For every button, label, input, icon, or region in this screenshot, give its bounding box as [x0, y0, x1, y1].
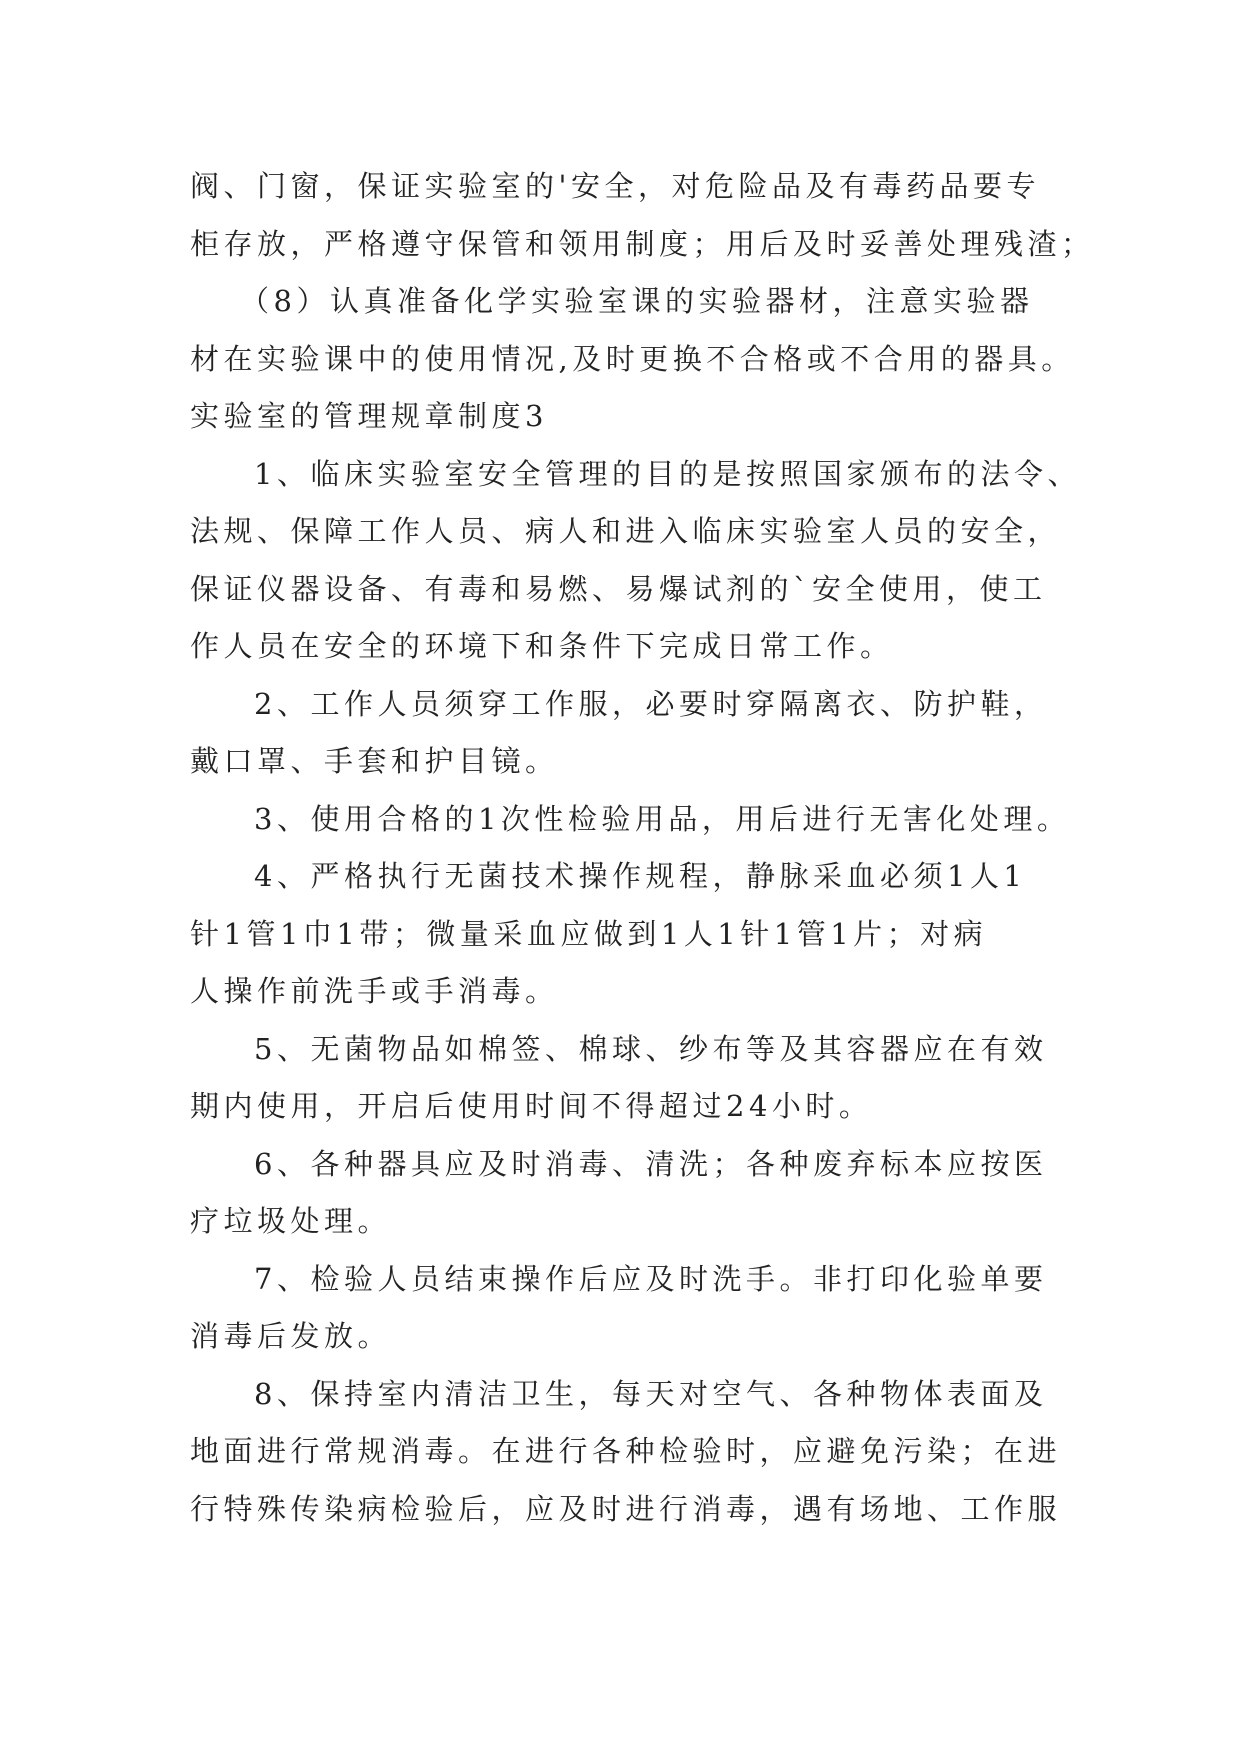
text-line: 柜存放，严格遵守保管和领用制度；用后及时妥善处理残渣； [190, 226, 1095, 261]
text-line: 3、使用合格的1次性检验用品，用后进行无害化处理。 [254, 801, 1071, 836]
text-line: 消毒后发放。 [190, 1319, 392, 1353]
text-line: 8、保持室内清洁卫生，每天对空气、各种物体表面及 [254, 1376, 1048, 1411]
text-line: 法规、保障工作人员、病人和进入临床实验室人员的安全， [190, 514, 1062, 548]
text-line: 6、各种器具应及时消毒、清洗；各种废弃标本应按医 [254, 1146, 1048, 1181]
text-line: 材在实验课中的使用情况,及时更换不合格或不合用的器具。 [190, 341, 1075, 376]
text-line: 地面进行常规消毒。在进行各种检验时，应避免污染；在进 [190, 1434, 1062, 1468]
text-line: 保证仪器设备、有毒和易燃、易爆试剂的`安全使用，使工 [190, 571, 1047, 606]
text-line: 1、临床实验室安全管理的目的是按照国家颁布的法令、 [254, 456, 1081, 491]
text-line: 7、检验人员结束操作后应及时洗手。非打印化验单要 [254, 1261, 1048, 1296]
text-line: 作人员在安全的环境下和条件下完成日常工作。 [190, 629, 894, 663]
text-line: 5、无菌物品如棉签、棉球、纱布等及其容器应在有效 [254, 1031, 1048, 1066]
text-line: 期内使用，开启后使用时间不得超过24小时。 [190, 1089, 873, 1123]
text-line: 疗垃圾处理。 [190, 1204, 392, 1238]
text-line: （8）认真准备化学实验室课的实验器材，注意实验器 [240, 284, 1034, 318]
text-line: 针1管1巾1带；微量采血应做到1人1针1管1片；对病 [190, 916, 988, 951]
section-heading: 实验室的管理规章制度3 [190, 399, 548, 433]
document-page [190, 158, 1095, 1538]
text-line: 行特殊传染病检验后，应及时进行消毒，遇有场地、工作服 [190, 1491, 1062, 1526]
text-line: 4、严格执行无菌技术操作规程，静脉采血必须1人1 [254, 859, 1027, 893]
text-line: 2、工作人员须穿工作服，必要时穿隔离衣、防护鞋， [254, 686, 1048, 721]
text-line: 阀、门窗，保证实验室的'安全，对危险品及有毒药品要专 [190, 169, 1040, 203]
text-line: 戴口罩、手套和护目镜。 [190, 744, 559, 778]
text-line: 人操作前洗手或手消毒。 [190, 974, 559, 1008]
